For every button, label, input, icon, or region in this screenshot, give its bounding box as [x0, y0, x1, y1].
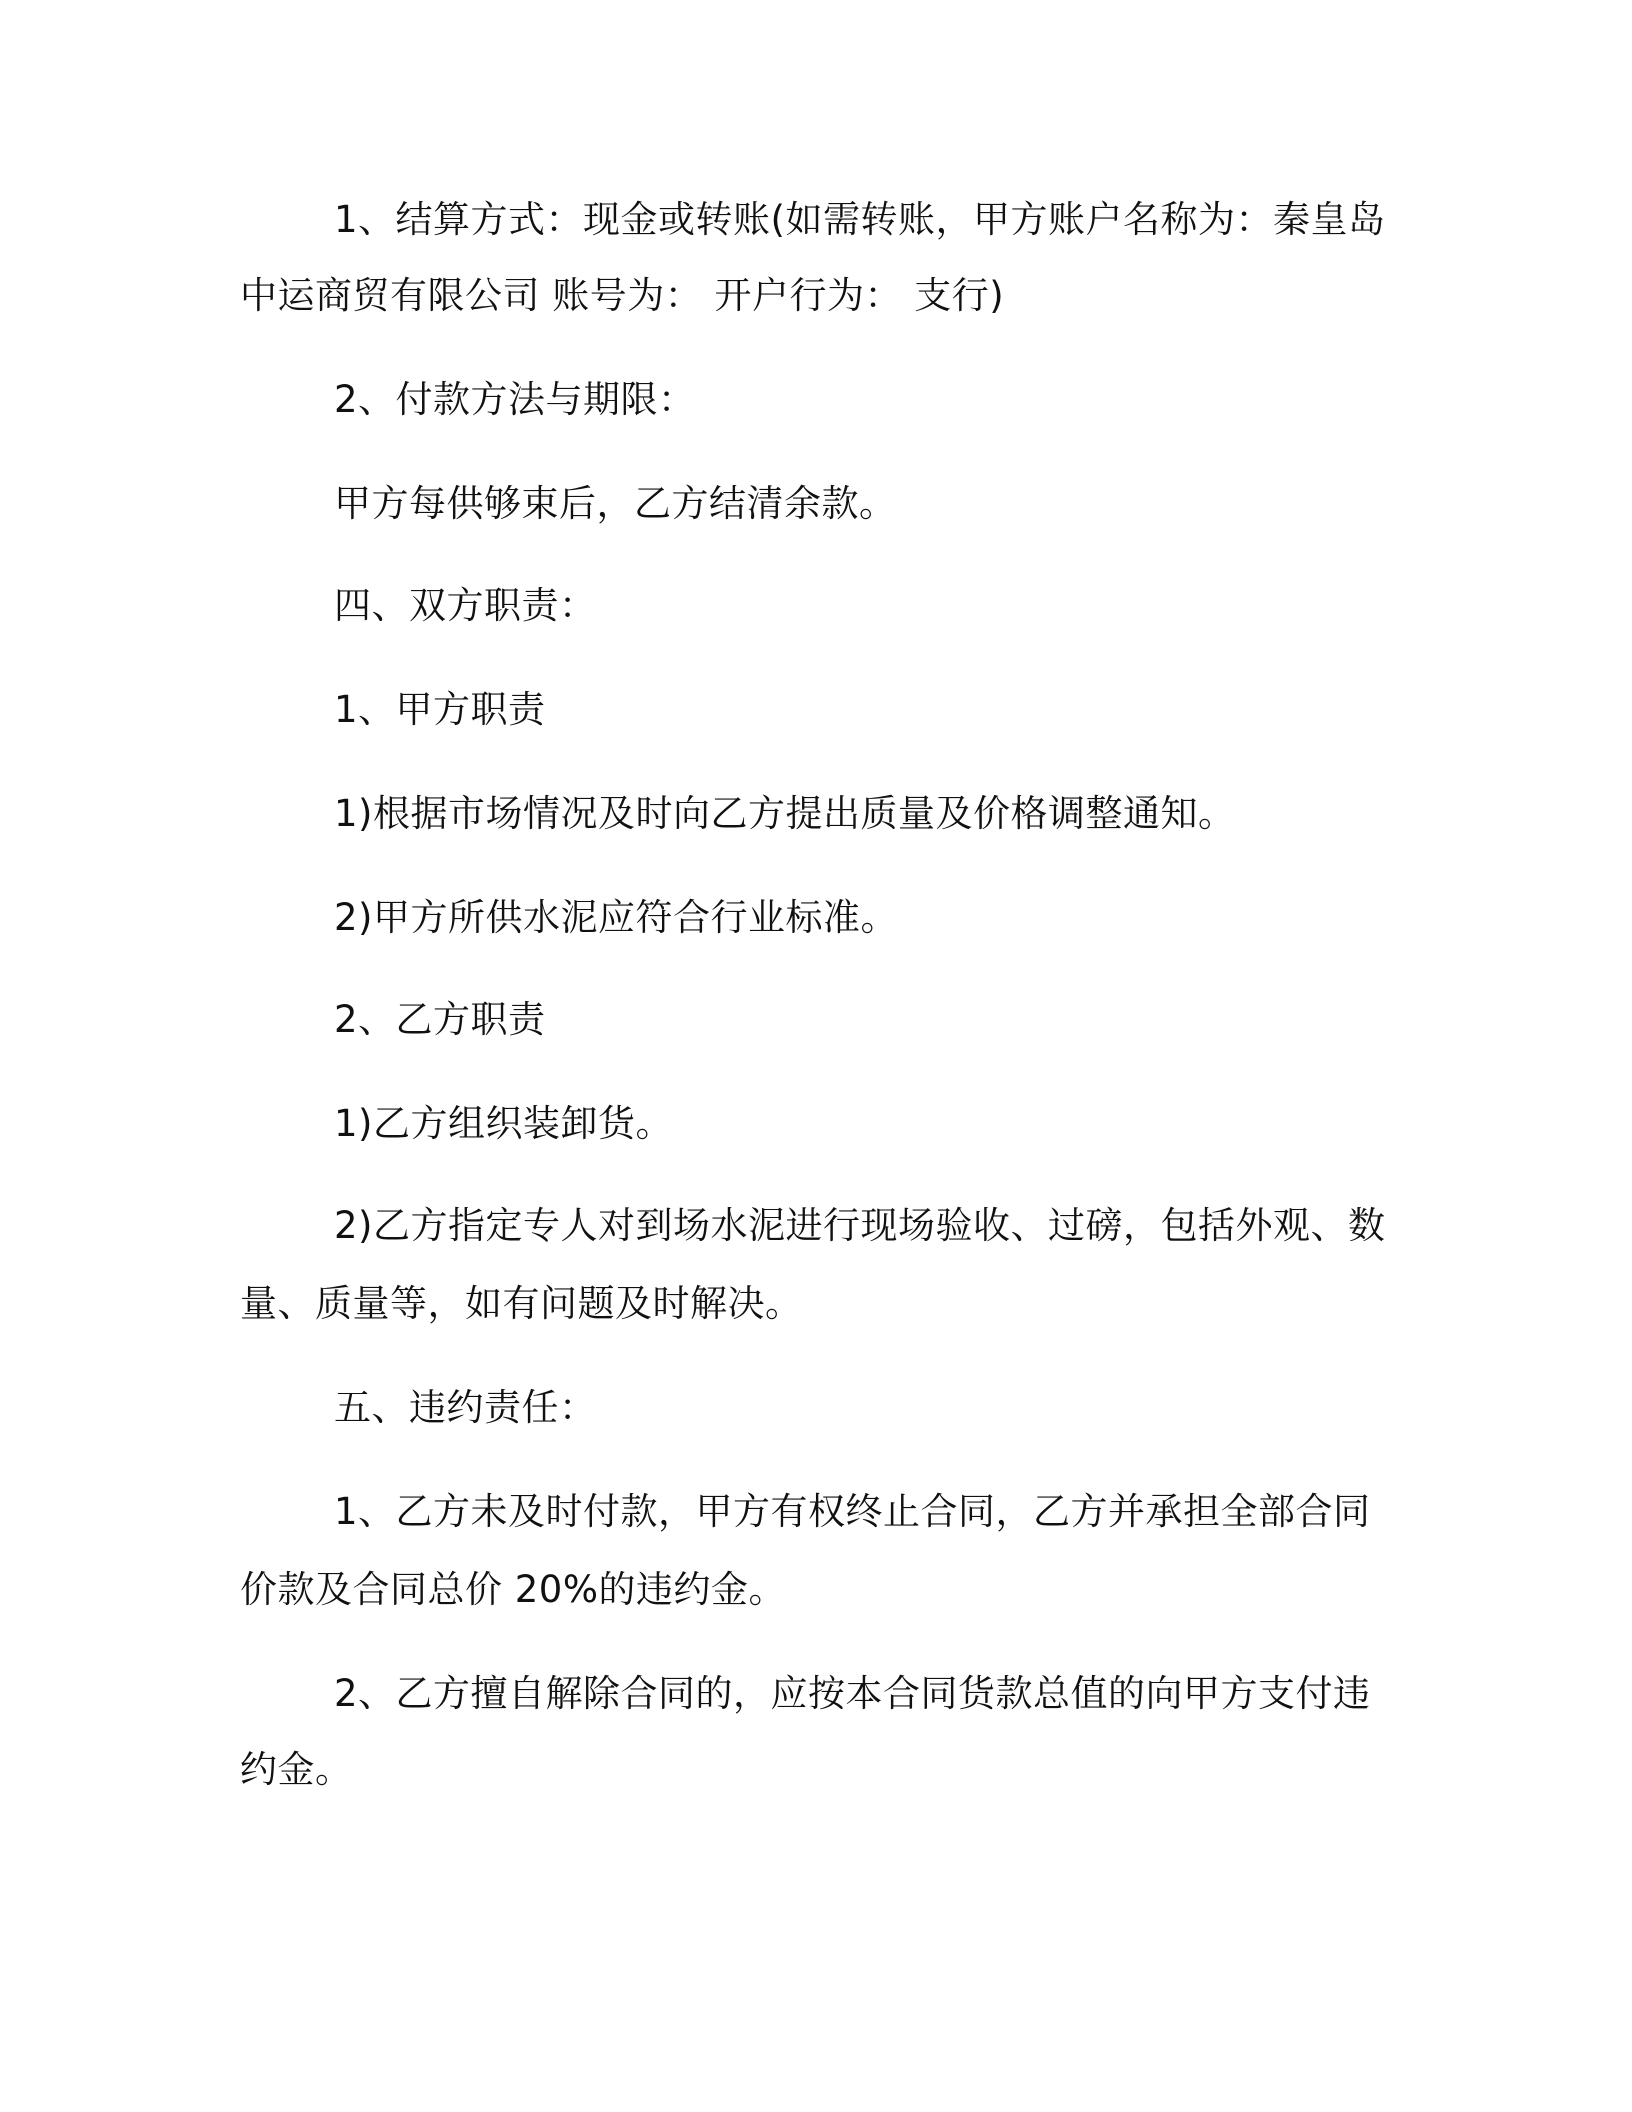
- section-five-heading: 五、违约责任：: [334, 1386, 597, 1429]
- party-a-duties-heading: 1、甲方职责: [334, 688, 546, 731]
- section-four-heading: 四、双方职责：: [334, 584, 597, 627]
- party-b-duties-heading: 2、乙方职责: [334, 998, 546, 1041]
- party-a-duty-2: 2)甲方所供水泥应符合行业标准。: [334, 896, 898, 939]
- breach-clause-2-line-1: 2、乙方擅自解除合同的，应按本合同货款总值的向甲方支付违: [334, 1672, 1371, 1715]
- payment-method-text: 甲方每供够束后，乙方结清余款。: [334, 482, 897, 525]
- breach-clause-1-line-1: 1、乙方未及时付款，甲方有权终止合同，乙方并承担全部合同: [334, 1490, 1371, 1533]
- breach-clause-1-line-2: 价款及合同总价 20%的违约金。: [240, 1568, 786, 1611]
- breach-clause-2-line-2: 约金。: [240, 1748, 353, 1791]
- party-a-duty-1: 1)根据市场情况及时向乙方提出质量及价格调整通知。: [334, 792, 1236, 835]
- party-b-duty-1: 1)乙方组织装卸货。: [334, 1102, 673, 1145]
- party-b-duty-2-line-1: 2)乙方指定专人对到场水泥进行现场验收、过磅，包括外观、数: [334, 1204, 1386, 1247]
- payment-method-heading: 2、付款方法与期限：: [334, 378, 696, 421]
- settlement-method-line-2: 中运商贸有限公司 账号为： 开户行为： 支行): [240, 274, 1005, 317]
- settlement-method-line-1: 1、结算方式：现金或转账(如需转账，甲方账户名称为：秦皇岛: [334, 198, 1386, 241]
- party-b-duty-2-line-2: 量、质量等，如有问题及时解决。: [240, 1282, 803, 1325]
